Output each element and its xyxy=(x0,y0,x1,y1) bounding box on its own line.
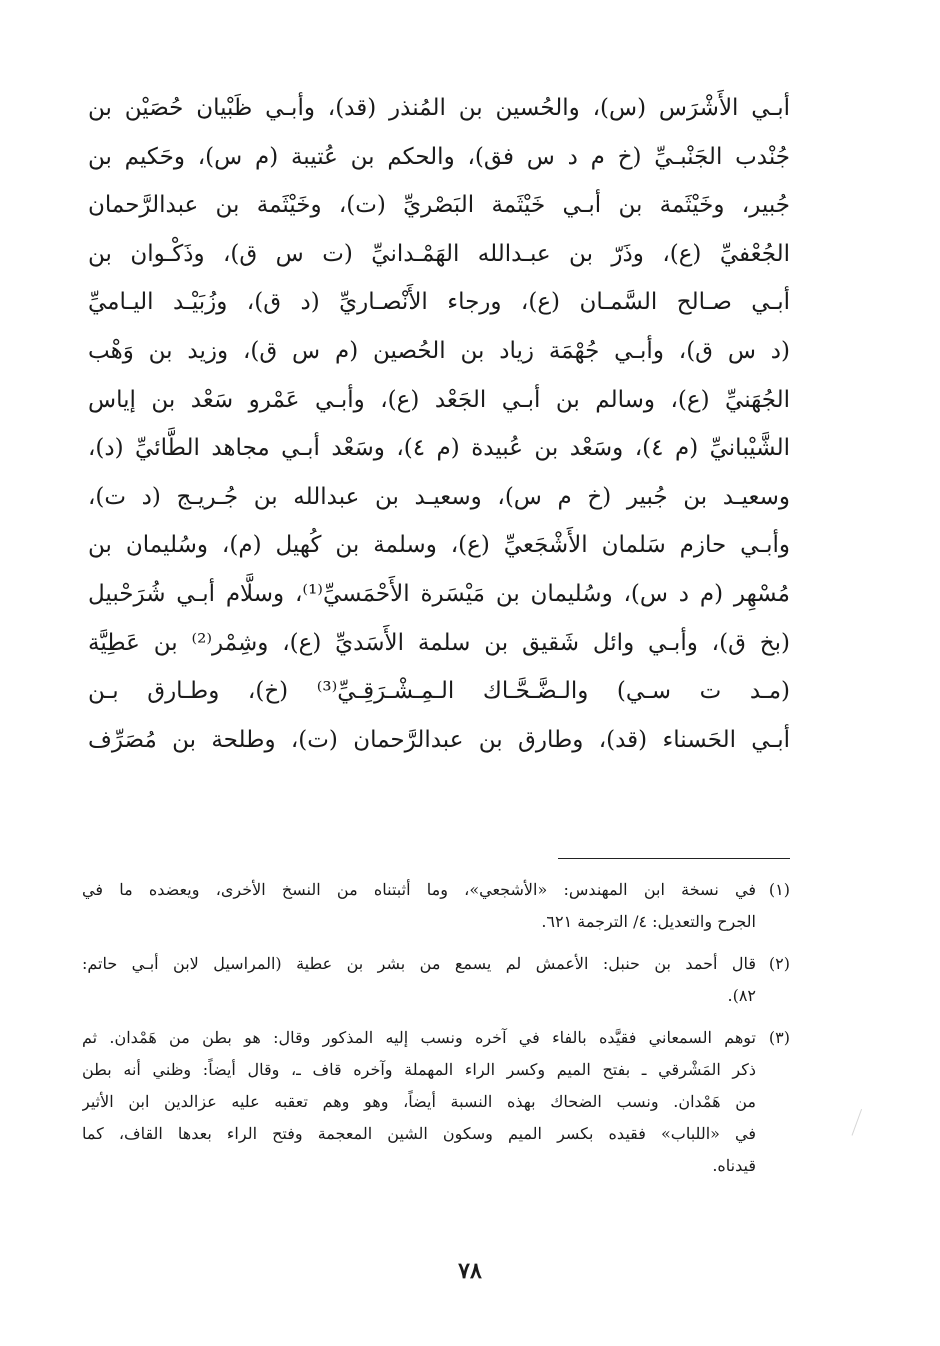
text-line: الجُعْفيِّ (ع)، وذَرّ بن عبـدالله الهَمْـدانيِّ (ت س ق)، وذَكْـوان بن xyxy=(88,240,790,267)
footnote-line: من هَمْدان. ونسب الضحاك بهذه النسبة أيضاً، وهو وهم تعقبه عليه عزالدين ابن الأثير xyxy=(82,1092,756,1111)
text-line: (د س ق)، وأبـي جُهْمَة زياد بن الحُصين (م س ق)، وزيد بن وَهْب xyxy=(88,337,790,364)
text-line: جُبير، وخَيْثَمة بن أبـي خَيْثَمة البَصْريِّ (ت)، وخَيْثَمة بن عبدالرَّحمان xyxy=(88,192,790,219)
footnote-line: ٨٢). xyxy=(727,986,756,1005)
footnote-2 xyxy=(82,948,790,1012)
footnote-line: في «اللباب» فقيده بكسر الميم وسكون الشين المعجمة وفتح الراء بعدها القاف، كما xyxy=(82,1124,756,1143)
text-line: الشَّيْبانيِّ (م ٤)، وسَعْد بن عُبيدة (م ٤)، وسَعْد أبـي مجاهد الطَّائيِّ (د)، xyxy=(88,435,790,462)
text-line: مُسْهِر (م د س)، وسُليمان بن مَيْسَرة الأَحْمَسيِّ⁽¹⁾، وسلَّام أبـي شُرَحْبيل xyxy=(88,580,790,607)
text-line: جُنْدب الجَنْبـيِّ (خ م د س فق)، والحكم بن عُتيبة (م س)، وحَكيم بن xyxy=(88,143,790,170)
footnotes-block xyxy=(82,874,790,1192)
footnote-line: في نسخة ابن المهندس: «الأشجعي»، وما أثبتناه من النسخ الأخرى، ويعضده ما في xyxy=(82,880,756,899)
main-text-block xyxy=(88,84,790,764)
text-line: (مـد ت سـي) والـضَّـحَّـاك الـمِـشْـرَقِـيِّ⁽³⁾ (خ)، وطـارق بـن xyxy=(88,678,790,705)
text-line: وأبـي حازم سَلمان الأَشْجَعيِّ (ع)، وسلمة بن كُهيل (م)، وسُليمان بن xyxy=(88,532,790,559)
footnote-number: (٣) xyxy=(768,1028,790,1047)
text-line: أبـي صـالح السَّمـان (ع)، ورجاء الأَنْصـاريِّ (د ق)، وزُبَيْـد اليـاميِّ xyxy=(88,289,790,316)
text-line: (بخ ق)، وأبـي وائل شَقيق بن سلمة الأَسَديِّ (ع)، وشِمْر⁽²⁾ بن عَطِيَّة xyxy=(88,629,790,656)
text-line: أبـي الأَشْرَس (س)، والحُسين بن المُنذر (قد)، وأبـي ظَبْيان حُصَيْن بن xyxy=(88,95,790,121)
footnote-line: توهم السمعاني فقيَّده بالفاء في آخره ونسب إليه المذكور وقال: هو بطن من هَمْدان. ثم xyxy=(82,1028,756,1047)
footnote-line: الجرح والتعديل: ٤/ الترجمة ٦٢١. xyxy=(541,912,756,931)
footnote-3 xyxy=(82,1022,790,1182)
footnote-number: (١) xyxy=(768,880,790,899)
footnote-line: قيدناه. xyxy=(712,1156,756,1175)
text-line: وسعيـد بن جُبير (خ م س)، وسعيـد بن عبدالله بن جُـريـج (د ت)، xyxy=(88,483,790,510)
footnote-1 xyxy=(82,874,790,938)
footnote-line: قال أحمد بن حنبل: الأعمش لم يسمع من بشر بن عطية (المراسيل لابن أبـي حاتم: xyxy=(82,954,756,973)
footnote-number: (٢) xyxy=(768,954,790,973)
footnote-line: ذكر المَشْرقي ـ بفتح الميم وكسر الراء المهملة وآخره قاف ـ، وقال أيضاً: وظني أنه بطن xyxy=(82,1060,756,1079)
footnote-separator xyxy=(558,858,790,859)
page-number: ٧٨ xyxy=(458,1258,482,1284)
text-line: أبـي الحَسناء (قد)، وطارق بن عبدالرَّحمان (ت)، وطلحة بن مُصَرِّف xyxy=(88,726,790,753)
text-line: الجُهَنيِّ (ع)، وسالم بن أبـي الجَعْد (ع)، وأبـي عَمْرو سَعْد بن إياس xyxy=(88,386,790,413)
margin-mark xyxy=(852,1109,872,1139)
